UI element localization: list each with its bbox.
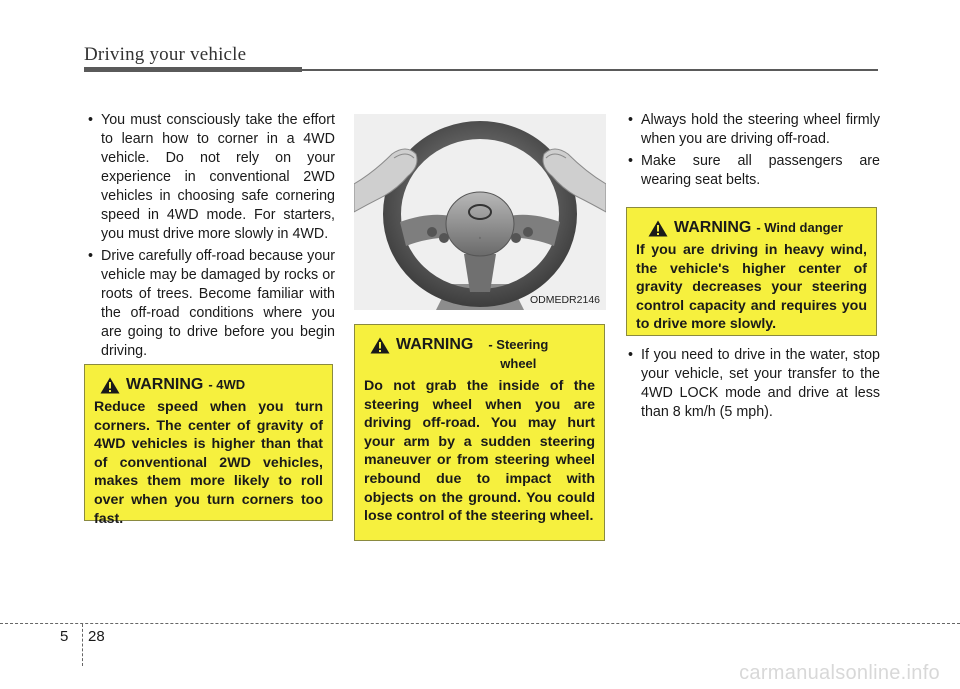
warning-label: WARNING	[674, 219, 752, 236]
bullet-item: • Always hold the steering wheel firmly when you are driving off-road.	[624, 111, 880, 149]
warning-triangle-icon	[100, 377, 120, 394]
page-header-title: Driving your vehicle	[84, 44, 247, 65]
warning-label: WARNING	[396, 336, 474, 353]
bullet-item: • You must consciously take the effort to learn how to corner in a 4WD vehicle. Do not rely on your experience in conventional 2WD vehicles in choosing safe cornering speed in 4WD mode. For starters, you must drive more slowly in 4WD.	[84, 111, 335, 244]
warning-subtitle: - 4WD	[208, 377, 246, 392]
warning-subtitle: - Wind danger	[756, 220, 843, 235]
section-number: 5	[60, 628, 69, 645]
warning-text: If you are driving in heavy wind, the vehicle's higher center of gravity decreases your steering control capacity and requires you to drive more slowly.	[636, 242, 867, 333]
page-number: 28	[88, 628, 105, 645]
header-rule-thick	[84, 67, 302, 72]
warning-box-wind-danger	[626, 207, 877, 336]
warning-text: Reduce speed when you turn corners. The center of gravity of 4WD vehicles is higher than that of conventional 2WD vehicles, makes them more likely to roll over when you turn corners too fast.	[94, 399, 323, 527]
svg-text:◦: ◦	[478, 235, 482, 242]
steering-wheel-illustration	[354, 114, 606, 310]
steering-wheel-icon	[354, 114, 606, 310]
warning-box-4wd	[84, 364, 333, 527]
warning-triangle-icon	[370, 337, 390, 354]
footer-rule	[0, 623, 960, 624]
bullet-item: • Drive carefully off-road because your vehicle may be damaged by rocks or roots of trees. Become familiar with the off-road conditions where you are going to drive before you begin driving.	[84, 247, 335, 361]
warning-subtitle: - Steering wheel	[488, 337, 549, 371]
bullet-item: • If you need to drive in the water, stop your vehicle, set your transfer to the 4WD LOCK mode and drive at less than 8 km/h (5 mph).	[624, 346, 880, 422]
warning-label: WARNING	[126, 376, 204, 393]
bullet-item: • Make sure all passengers are wearing seat belts.	[624, 152, 880, 190]
watermark: carmanualsonline.info	[739, 662, 940, 684]
warning-box-steering-wheel	[354, 324, 605, 541]
figure-code: ODMEDR2146	[529, 294, 600, 306]
header-rule-thin	[302, 69, 878, 71]
left-column	[84, 111, 335, 364]
right-column-top	[624, 111, 880, 193]
warning-triangle-icon	[648, 220, 668, 237]
warning-text: Do not grab the inside of the steering wheel when you are driving off-road. You may hurt your arm by a sudden steering maneuver or from steering wheel rebound due to impact with objects on the ground. You could lose control of the steering wheel.	[364, 378, 595, 525]
footer-divider	[82, 624, 83, 666]
right-column-bottom	[624, 346, 880, 425]
